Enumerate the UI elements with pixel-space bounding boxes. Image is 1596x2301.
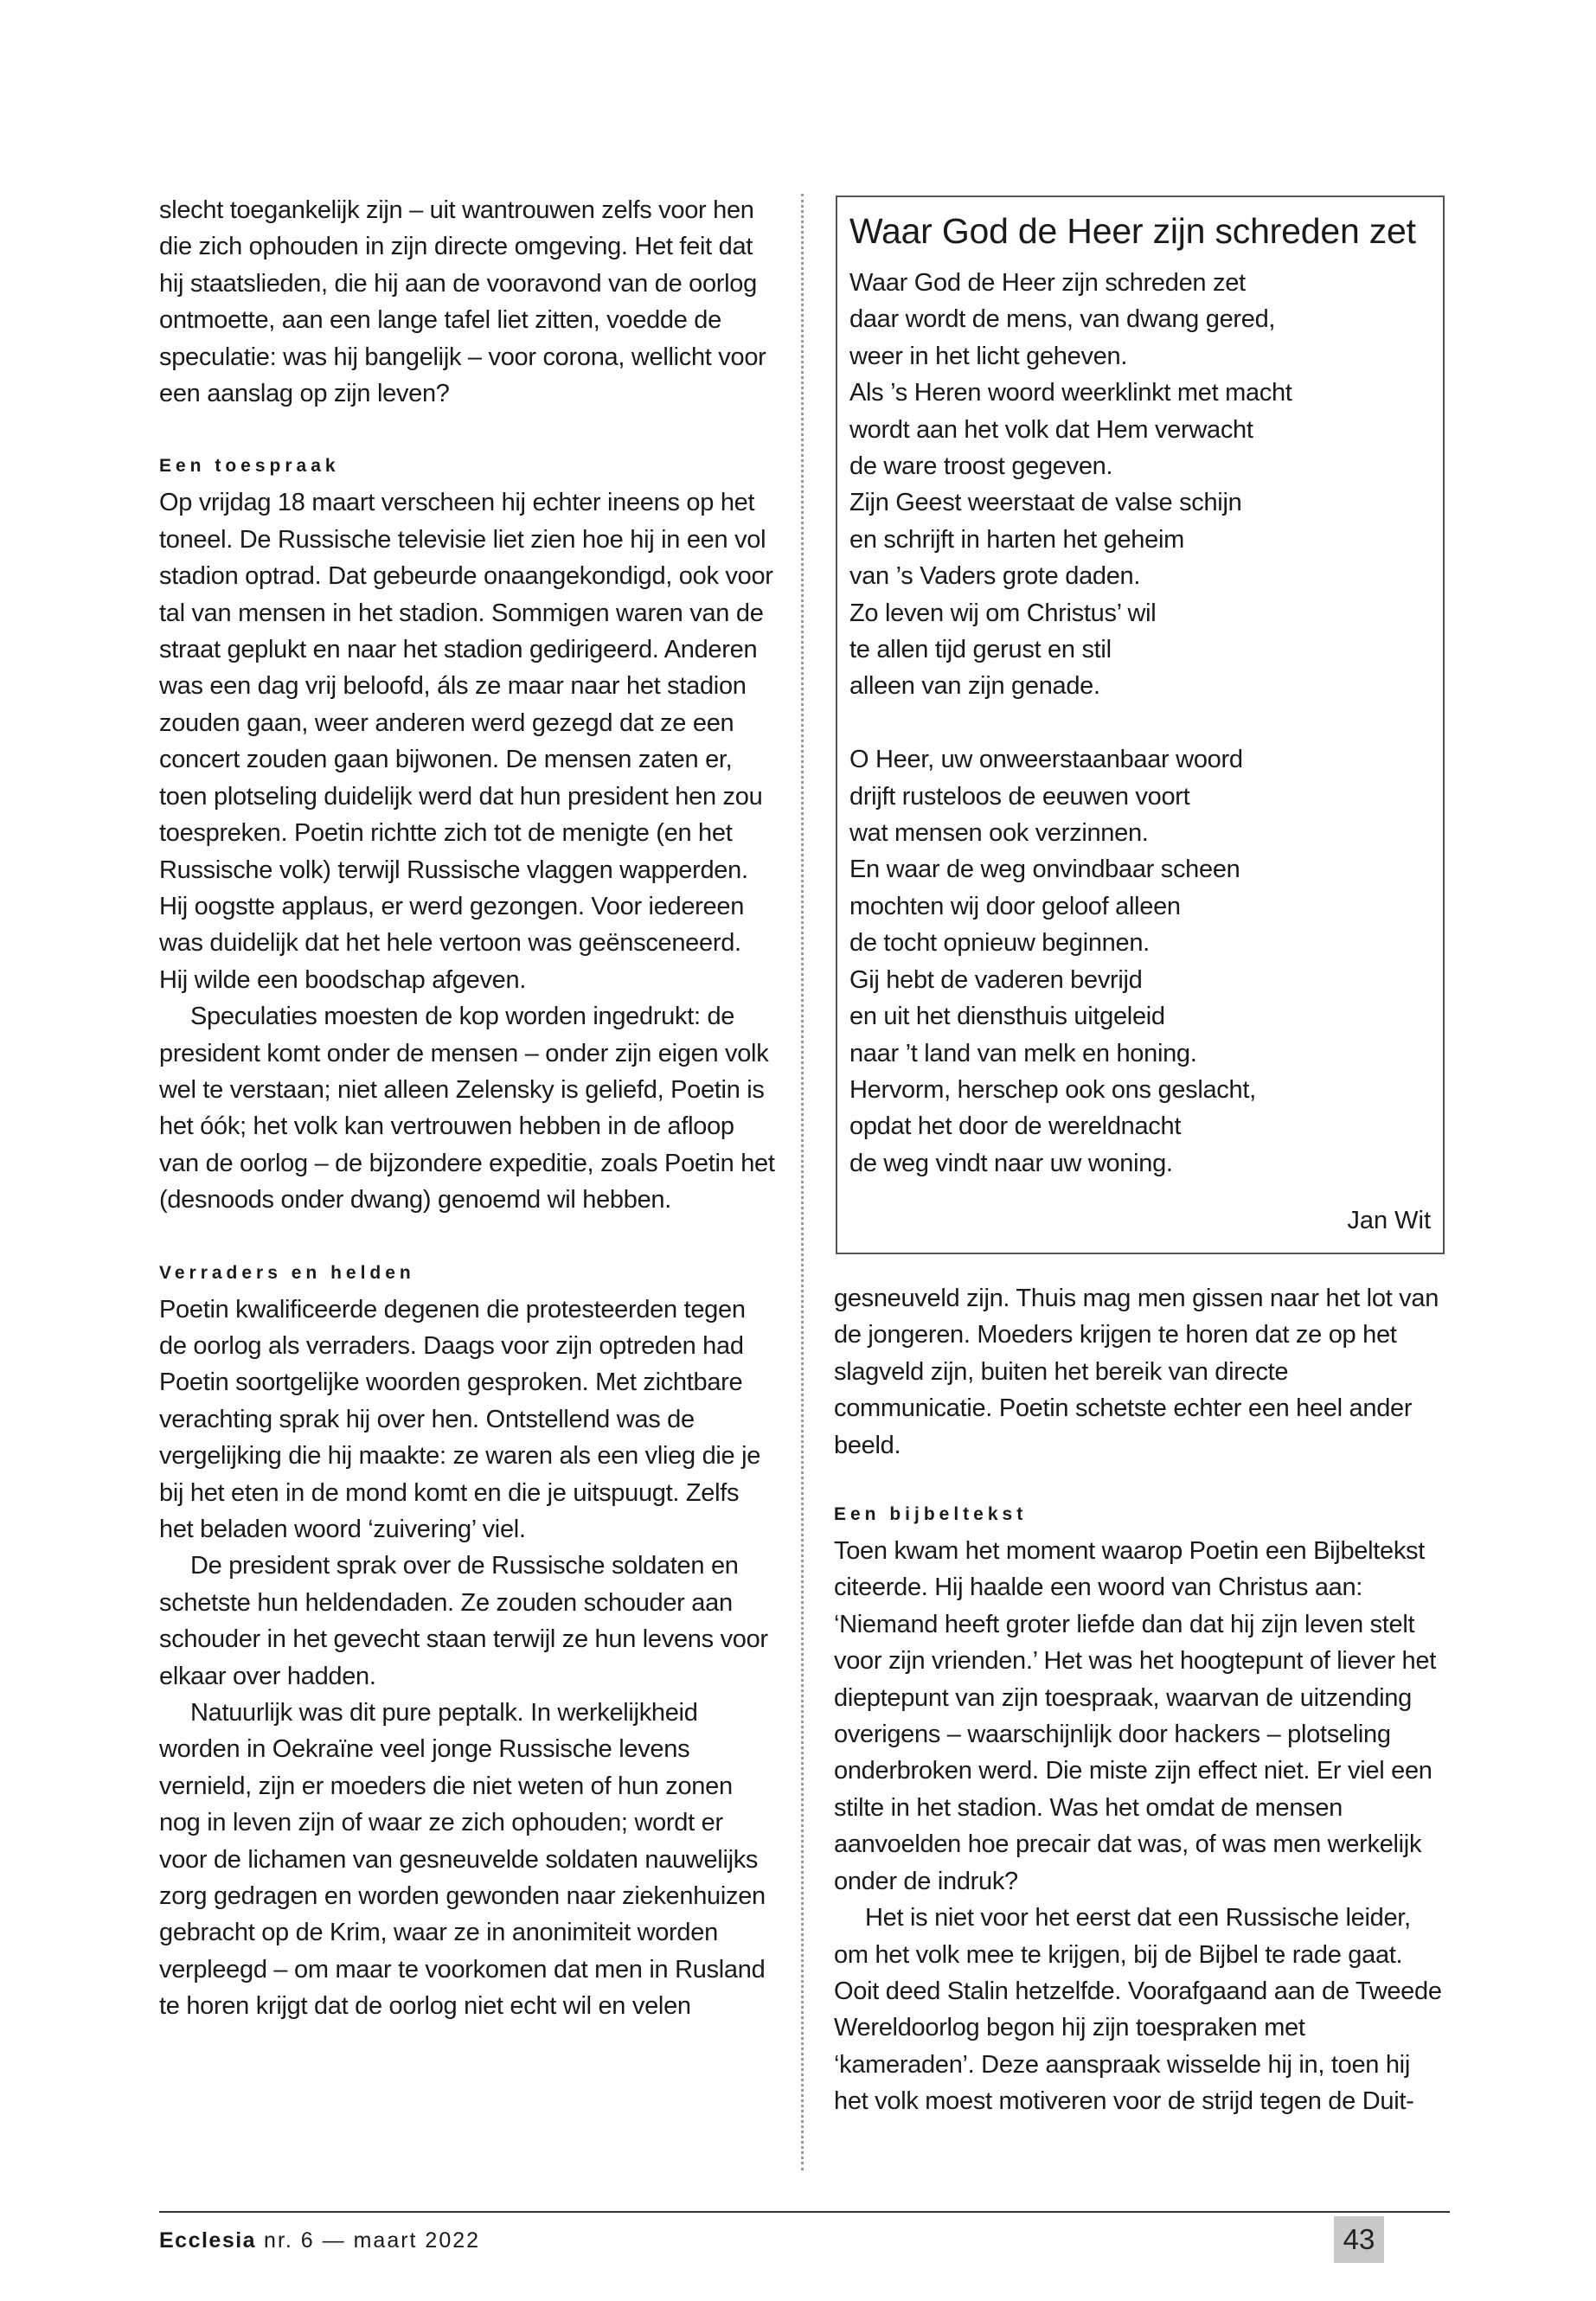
- poem-stanza: [849, 265, 1431, 705]
- poem-line: wat mensen ook verzinnen.: [849, 819, 1149, 848]
- poem-line: En waar de weg onvindbaar scheen: [849, 856, 1240, 884]
- paragraph: Toen kwam het moment waarop Poetin een Bijbeltekst citeerde. Hij haalde een woord van Christus aan: ‘Niemand heeft groter liefde dan dat hij zijn leven stelt voor zijn vrienden.’ Het was het hoogtepunt of liever het dieptepunt van zijn toespraak, waarvan de uitzending overigens – waarschijnlijk door hackers – plotseling onderbroken werd. Die miste zijn effect niet. Er viel een stilte in het stadion. Was het omdat de mensen aanvoelden hoe precair dat was, of was men werkelijk onder de indruk?: [834, 1537, 1436, 1895]
- magazine-name: Ecclesia: [159, 2228, 257, 2253]
- poem-line: de weg vindt naar uw woning.: [849, 1149, 1173, 1177]
- poem-line: Als ’s Heren woord weerklinkt met macht: [849, 379, 1292, 407]
- paragraph: slecht toegankelijk zijn – uit wantrouwen zelfs voor hen die zich ophouden in zijn directe omgeving. Het feit dat hij staatslieden, die hij aan de vooravond van de oorlog ontmoette, aan een lange tafel liet zitten, voedde de speculatie: was hij bangelijk – voor corona, wellicht voor een aanslag op zijn leven?: [159, 196, 766, 408]
- poem-line: drijft rusteloos de eeuwen voort: [849, 782, 1190, 811]
- poem-line: van ’s Vaders grote daden.: [849, 562, 1141, 591]
- paragraph: Poetin kwalificeerde degenen die protesteerden tegen de oorlog als verraders. Daags voor zijn optreden had Poetin soortgelijke woorden gesproken. Met zichtbare verachting sprak hij over hen. Ontstellend was de vergelijking die hij maakte: ze waren als een vlieg die je bij het eten in de mond komt en die je uitspuugt. Zelfs het beladen woord ‘zuivering’ viel.: [159, 1295, 761, 1543]
- paragraph: Het is niet voor het eerst dat een Russische leider, om het volk mee te krijgen, bij de Bijbel te rade gaat. Ooit deed Stalin hetzelfde. Voorafgaand aan de Tweede Wereldoorlog begon hij zijn toespraken met ‘kameraden’. Deze aanspraak wisselde hij in, toen hij het volk moest motiveren voor de strijd tegen de Duit-: [834, 1904, 1442, 2116]
- footer-rule: [159, 2211, 1450, 2213]
- left-column: [159, 192, 775, 2025]
- footer-citation: [159, 2225, 480, 2256]
- poem-line: O Heer, uw onweerstaanbaar woord: [849, 746, 1243, 774]
- poem-line: daar wordt de mens, van dwang gered,: [849, 305, 1276, 334]
- paragraph: Natuurlijk was dit pure peptalk. In werkelijkheid worden in Oekraïne veel jonge Russische levens vernield, zijn er moeders die niet weten of hun zonen nog in leven zijn of waar ze zich ophouden; wordt er voor de lichamen van gesneuvelde soldaten nauwelijks zorg gedragen en worden gewonden naar ziekenhuizen gebracht op de Krim, waar ze in anonimiteit worden verpleegd – om maar te voorkomen dat men in Rusland te horen krijgt dat de oorlog niet echt wil en velen: [159, 1699, 766, 2021]
- section-heading: Een bijbeltekst: [834, 1504, 1028, 1525]
- poem-box: [836, 195, 1445, 1254]
- poem-line: naar ’t land van melk en honing.: [849, 1039, 1197, 1067]
- paragraph: Op vrijdag 18 maart verscheen hij echter ineens op het toneel. De Russische televisie liet zien hoe hij in een vol stadion optrad. Dat gebeurde onaangekondigd, ook voor tal van mensen in het stadion. Sommigen waren van de straat geplukt en naar het stadion gedirigeerd. Anderen was een dag vrij beloofd, áls ze maar naar het stadion zouden gaan, weer anderen werd gezegd dat ze een concert zouden gaan bijwonen. De mensen zaten er, toen plotseling duidelijk werd dat hun president hen zou toespreken. Poetin richtte zich tot de menigte (en het Russische volk) terwijl Russische vlaggen wapperden. Hij oogstte applaus, er werd gezongen. Voor iedereen was duidelijk dat het hele vertoon was geënsceneerd. Hij wilde een boodschap afgeven.: [159, 489, 773, 994]
- poem-line: Zijn Geest weerstaat de valse schijn: [849, 489, 1242, 517]
- paragraph: gesneuveld zijn. Thuis mag men gissen naar het lot van de jongeren. Moeders krijgen te horen dat ze op het slagveld zijn, buiten het bereik van directe communicatie. Poetin schetste echter een heel ander beeld.: [834, 1285, 1439, 1459]
- poem-line: Zo leven wij om Christus’ wil: [849, 599, 1157, 627]
- column-divider: [801, 194, 804, 2170]
- poem-line: alleen van zijn genade.: [849, 672, 1100, 701]
- poem-line: wordt aan het volk dat Hem verwacht: [849, 415, 1253, 444]
- issue-info: nr. 6 — maart 2022: [264, 2228, 481, 2253]
- poem-title: Waar God de Heer zijn schreden zet: [849, 211, 1416, 251]
- right-column: [834, 1280, 1450, 2120]
- poem-line: Gij hebt de vaderen bevrijd: [849, 965, 1143, 994]
- poem-line: en schrijft in harten het geheim: [849, 525, 1184, 554]
- poem-author: Jan Wit: [1347, 1207, 1431, 1234]
- paragraph: De president sprak over de Russische soldaten en schetste hun heldendaden. Ze zouden schouder aan schouder in het gevecht staan terwijl ze hun levens voor elkaar over hadden.: [159, 1552, 768, 1690]
- page-number: 43: [1334, 2216, 1384, 2263]
- poem-line: Hervorm, herschep ook ons geslacht,: [849, 1075, 1256, 1104]
- poem-line: opdat het door de wereldnacht: [849, 1112, 1182, 1141]
- poem-line: Waar God de Heer zijn schreden zet: [849, 269, 1246, 297]
- poem-line: en uit het diensthuis uitgeleid: [849, 1003, 1165, 1031]
- poem-line: te allen tijd gerust en stil: [849, 636, 1112, 664]
- paragraph: Speculaties moesten de kop worden ingedrukt: de president komt onder de mensen – onder zijn eigen volk wel te verstaan; niet alleen Zelensky is geliefd, Poetin is het óók; het volk kan vertrouwen hebben in de afloop van de oorlog – de bijzondere expeditie, zoals Poetin het (desnoods onder dwang) genoemd wil hebben.: [159, 1003, 775, 1215]
- poem-line: weer in het licht geheven.: [849, 342, 1128, 370]
- poem-line: de ware troost gegeven.: [849, 452, 1113, 481]
- poem-stanza: [849, 741, 1431, 1182]
- poem-line: mochten wij door geloof alleen: [849, 892, 1181, 920]
- section-heading: Een toespraak: [159, 456, 340, 477]
- section-heading: Verraders en helden: [159, 1262, 415, 1283]
- poem-line: de tocht opnieuw beginnen.: [849, 929, 1150, 958]
